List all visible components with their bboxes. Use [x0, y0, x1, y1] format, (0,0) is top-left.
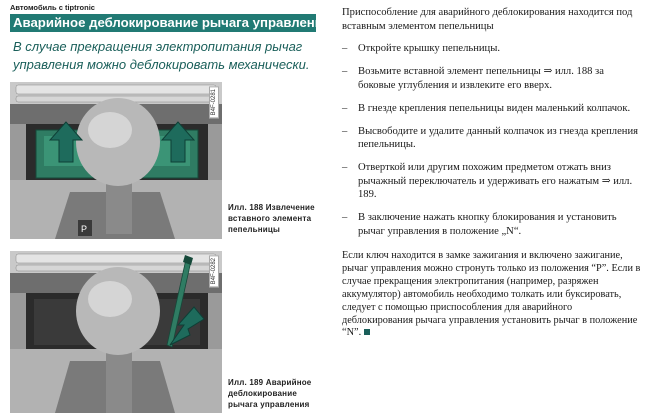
section-title: Аварийное деблокирование рычага управления [13, 15, 331, 30]
list-item: – Возьмите вставной элемент пепельницы ⇒ илл. 188 за боковые углубления и извлеките его вверх. [342, 66, 604, 91]
dash-bullet: – [342, 125, 348, 137]
dash-bullet: – [342, 43, 348, 54]
dash-bullet: – [342, 102, 348, 114]
gear-p-label: P [81, 224, 88, 234]
steps-list [342, 42, 642, 238]
intro-text: В случае прекращения электропитания рычаг управления можно деблокировать механически. [13, 39, 310, 72]
section-header-bar [10, 14, 331, 32]
figure-188 [10, 82, 222, 239]
dash-bullet: – [342, 212, 348, 223]
figure-188-caption: Илл. 188 Извлечение вставного элемента пепельницы [228, 203, 315, 234]
figure-188-code: B4F-0281 [209, 86, 219, 118]
emergency-release-illustration [10, 251, 222, 413]
dash-bullet: – [342, 66, 348, 77]
list-item: – Высвободите и удалите данный колпачок из гнезда крепления пепельницы. [342, 125, 638, 150]
figure-189-code: B4F-0282 [209, 255, 219, 287]
figure-189 [10, 251, 222, 413]
list-item: – Откройте крышку пепельницы. [342, 43, 500, 54]
right-column [342, 6, 642, 351]
note-paragraph: Если ключ находится в замке зажигания и включено зажигание, рычаг управления можно стронуть только из положения “P”. Если в случае прекращения электропитания (например, разряжен аккумулятор) автомобиль необходимо толкать или буксировать, следует с помощью приспособления для аварийного деблокирования рычага управления установить рычаг в положение “N”. [342, 250, 641, 339]
list-item: – В гнезде крепления пепельницы виден маленький колпачок. [342, 102, 631, 114]
ashtray-insert-illustration [10, 82, 222, 239]
running-head: Автомобиль с tiptronic [10, 3, 95, 12]
figure-189-caption: Илл. 189 Аварийное деблокирование рычага управления [228, 378, 312, 409]
list-item: – Отверткой или другим похожим предметом отжать вниз рычажный переключатель и удерживать его нажатым ⇒ илл. 189. [342, 162, 633, 200]
end-of-section-icon [364, 329, 370, 335]
list-item: – В заключение нажать кнопку блокирования и установить рычаг управления в положение „N“. [342, 212, 617, 237]
left-column [10, 0, 331, 413]
dash-bullet: – [342, 162, 348, 173]
lead-paragraph: Приспособление для аварийного деблокирования находится под вставным элементом пепельницы [342, 7, 633, 32]
